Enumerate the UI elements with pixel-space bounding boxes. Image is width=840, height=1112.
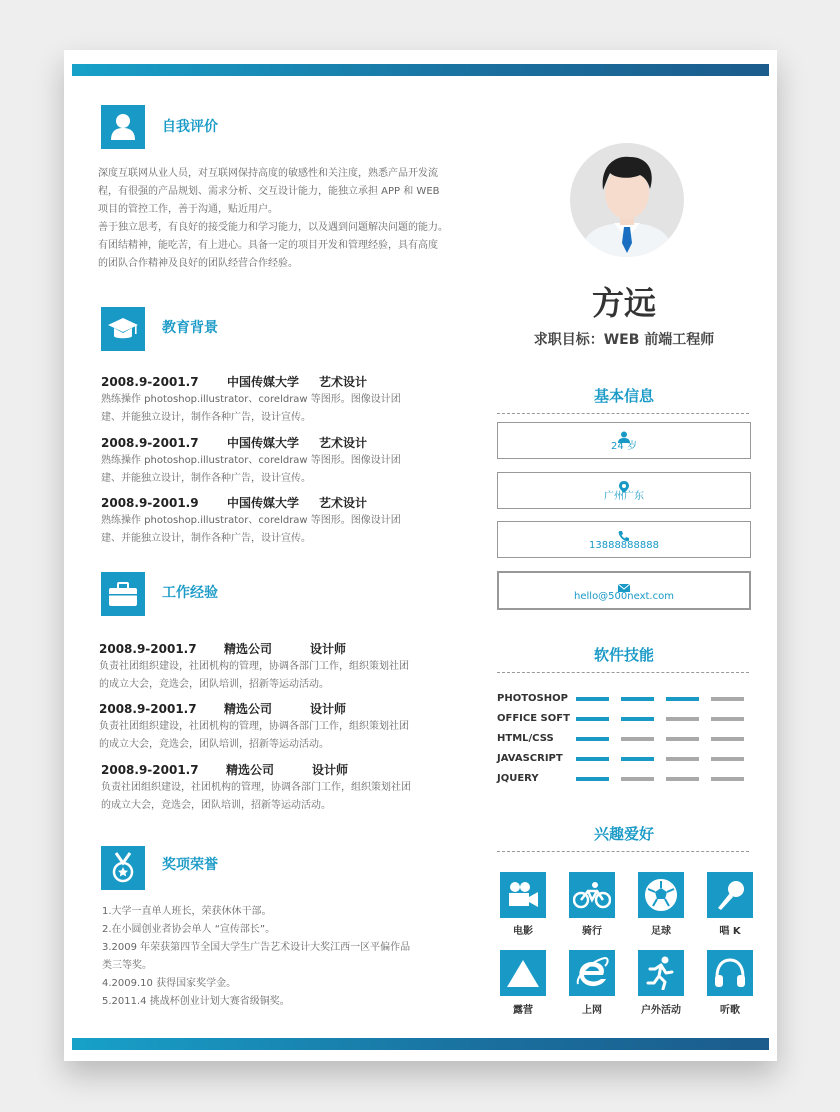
soccer-ball-icon <box>638 872 684 918</box>
divider <box>497 413 749 414</box>
divider <box>497 672 749 673</box>
hobby-label: 足球 <box>651 926 671 937</box>
hobby-label: 电影 <box>513 926 533 937</box>
entry-org: 精选公司 <box>226 763 275 777</box>
hobby-label: 骑行 <box>582 926 602 937</box>
skill-label: PHOTOSHOP <box>497 693 568 704</box>
info-text: hello@500next.com <box>574 591 674 602</box>
person-icon <box>101 105 145 149</box>
skill-level-empty <box>621 777 654 781</box>
skill-level-filled <box>621 757 654 761</box>
avatar <box>570 143 684 257</box>
award-item: 类三等奖。 <box>102 960 152 971</box>
basic-info-title: 基本信息 <box>593 387 654 405</box>
briefcase-icon <box>101 572 145 616</box>
headphones-icon <box>707 950 753 996</box>
skill-label: HTML/CSS <box>497 733 554 744</box>
work-title: 工作经验 <box>162 585 218 601</box>
divider <box>497 851 749 852</box>
entry-role: 艺术设计 <box>319 496 368 510</box>
self-eval-title: 自我评价 <box>162 119 218 135</box>
skill-level-empty <box>711 777 744 781</box>
award-item: 2.在小圆创业者协会单人 “宣传部长”。 <box>102 924 276 935</box>
entry-desc-line: 负责社团组织建设，社团机构的管理，协调各部门工作，组织策划社团 <box>99 661 409 672</box>
job-objective: 求职目标：WEB 前端工程师 <box>533 332 715 348</box>
skill-level-empty <box>711 697 744 701</box>
education-title: 教育背景 <box>162 320 218 336</box>
tent-icon <box>500 950 546 996</box>
entry-desc-line: 的成立大会，竞选会，团队培训，招新等运动活动。 <box>99 739 329 750</box>
self-eval-line: 项目的管控工作，善于沟通，贴近用户。 <box>98 204 278 215</box>
hobby-label: 露营 <box>513 1005 533 1016</box>
skill-level-empty <box>666 717 699 721</box>
entry-date: 2008.9-2001.7 <box>101 436 199 450</box>
entry-org: 中国传媒大学 <box>227 436 300 450</box>
location-pin-icon <box>498 478 750 490</box>
award-item: 5.2011.4 挑战杯创业计划大赛省级铜奖。 <box>102 996 290 1007</box>
self-eval-line: 程，有很强的产品规划、需求分析、交互设计能力，能独立承担 APP 和 WEB <box>98 186 440 197</box>
skill-level-filled <box>576 717 609 721</box>
skill-level-filled <box>621 717 654 721</box>
skill-level-filled <box>576 737 609 741</box>
skills-title: 软件技能 <box>593 646 654 664</box>
entry-desc-line: 的成立大会，竞选会，团队培训，招新等运动活动。 <box>99 679 329 690</box>
entry-desc-line: 建、并能独立设计，制作各种广告，设计宣传。 <box>101 473 311 484</box>
running-person-icon <box>638 950 684 996</box>
entry-org: 中国传媒大学 <box>227 496 300 510</box>
self-eval-line: 深度互联网从业人员，对互联网保持高度的敏感性和关注度，熟悉产品开发流 <box>98 168 438 179</box>
skill-label: JQUERY <box>497 773 539 784</box>
skill-label: JAVASCRIPT <box>497 753 563 764</box>
top-accent-bar <box>72 64 769 76</box>
skill-level-filled <box>576 697 609 701</box>
medal-icon <box>101 846 145 890</box>
award-item: 1.大学一直单人班长，荣获休休干部。 <box>102 906 272 917</box>
entry-desc-line: 建、并能独立设计，制作各种广告，设计宣传。 <box>101 412 311 423</box>
skill-level-filled <box>576 757 609 761</box>
skill-level-empty <box>666 777 699 781</box>
mail-icon <box>499 578 749 590</box>
skill-label: OFFICE SOFT <box>497 713 570 724</box>
entry-role: 艺术设计 <box>319 436 368 450</box>
info-phone <box>497 521 751 558</box>
internet-explorer-icon <box>569 950 615 996</box>
entry-org: 中国传媒大学 <box>227 375 300 389</box>
microphone-icon <box>707 872 753 918</box>
resume-page <box>64 50 777 1061</box>
entry-desc-line: 熟练操作 photoshop.illustrator、coreldraw 等图形。图像设计团 <box>101 455 401 466</box>
hobby-label: 户外活动 <box>641 1005 681 1016</box>
entry-desc-line: 建、并能独立设计，制作各种广告，设计宣传。 <box>101 533 311 544</box>
candidate-name: 方远 <box>591 284 656 322</box>
entry-date: 2008.9-2001.7 <box>99 702 197 716</box>
entry-desc-line: 熟练操作 photoshop.illustrator、coreldraw 等图形。图像设计团 <box>101 515 401 526</box>
self-eval-line: 的团队合作精神及良好的团队经营合作经验。 <box>98 258 298 269</box>
video-camera-icon <box>500 872 546 918</box>
hobby-label: 上网 <box>582 1005 602 1016</box>
graduation-cap-icon <box>101 307 145 351</box>
entry-desc-line: 负责社团组织建设，社团机构的管理，协调各部门工作，组织策划社团 <box>99 721 409 732</box>
entry-desc-line: 熟练操作 photoshop.illustrator、coreldraw 等图形。图像设计团 <box>101 394 401 405</box>
info-text: 24 岁 <box>611 441 637 452</box>
hobbies-title: 兴趣爱好 <box>593 825 654 843</box>
bottom-accent-bar <box>72 1038 769 1050</box>
skill-level-empty <box>711 757 744 761</box>
info-location <box>497 472 751 509</box>
info-email <box>497 571 751 610</box>
entry-date: 2008.9-2001.7 <box>101 763 199 777</box>
self-eval-line: 有团结精神，能吃苦，有上进心。具备一定的项目开发和管理经验，具有高度 <box>98 240 438 251</box>
info-age <box>497 422 751 459</box>
entry-role: 设计师 <box>312 763 349 777</box>
award-item: 3.2009 年荣获第四节全国大学生广告艺术设计大奖江西一区平偏作品 <box>102 942 411 953</box>
skill-level-filled <box>666 697 699 701</box>
skill-level-empty <box>711 737 744 741</box>
info-text: 广州广东 <box>604 491 644 502</box>
entry-role: 艺术设计 <box>319 375 368 389</box>
entry-desc-line: 负责社团组织建设，社团机构的管理，协调各部门工作，组织策划社团 <box>101 782 411 793</box>
entry-date: 2008.9-2001.9 <box>101 496 199 510</box>
skill-level-filled <box>621 697 654 701</box>
person-icon <box>498 428 750 440</box>
entry-date: 2008.9-2001.7 <box>99 642 197 656</box>
skill-level-filled <box>576 777 609 781</box>
awards-title: 奖项荣誉 <box>162 857 218 873</box>
skill-level-empty <box>666 757 699 761</box>
phone-icon <box>498 527 750 539</box>
hobby-label: 唱 K <box>719 926 741 937</box>
self-eval-text <box>98 165 478 273</box>
info-text: 13888888888 <box>589 540 659 551</box>
awards-list <box>102 903 462 1011</box>
self-eval-line: 善于独立思考，有良好的接受能力和学习能力，以及遇到问题解决问题的能力。 <box>98 222 448 233</box>
entry-desc-line: 的成立大会，竞选会，团队培训，招新等运动活动。 <box>101 800 331 811</box>
hobby-label: 听歌 <box>720 1005 740 1016</box>
skill-level-empty <box>621 737 654 741</box>
entry-date: 2008.9-2001.7 <box>101 375 199 389</box>
entry-org: 精选公司 <box>224 642 273 656</box>
skill-level-empty <box>711 717 744 721</box>
skill-level-empty <box>666 737 699 741</box>
bicycle-icon <box>569 872 615 918</box>
entry-role: 设计师 <box>310 702 347 716</box>
entry-role: 设计师 <box>310 642 347 656</box>
award-item: 4.2009.10 获得国家奖学金。 <box>102 978 237 989</box>
entry-org: 精选公司 <box>224 702 273 716</box>
